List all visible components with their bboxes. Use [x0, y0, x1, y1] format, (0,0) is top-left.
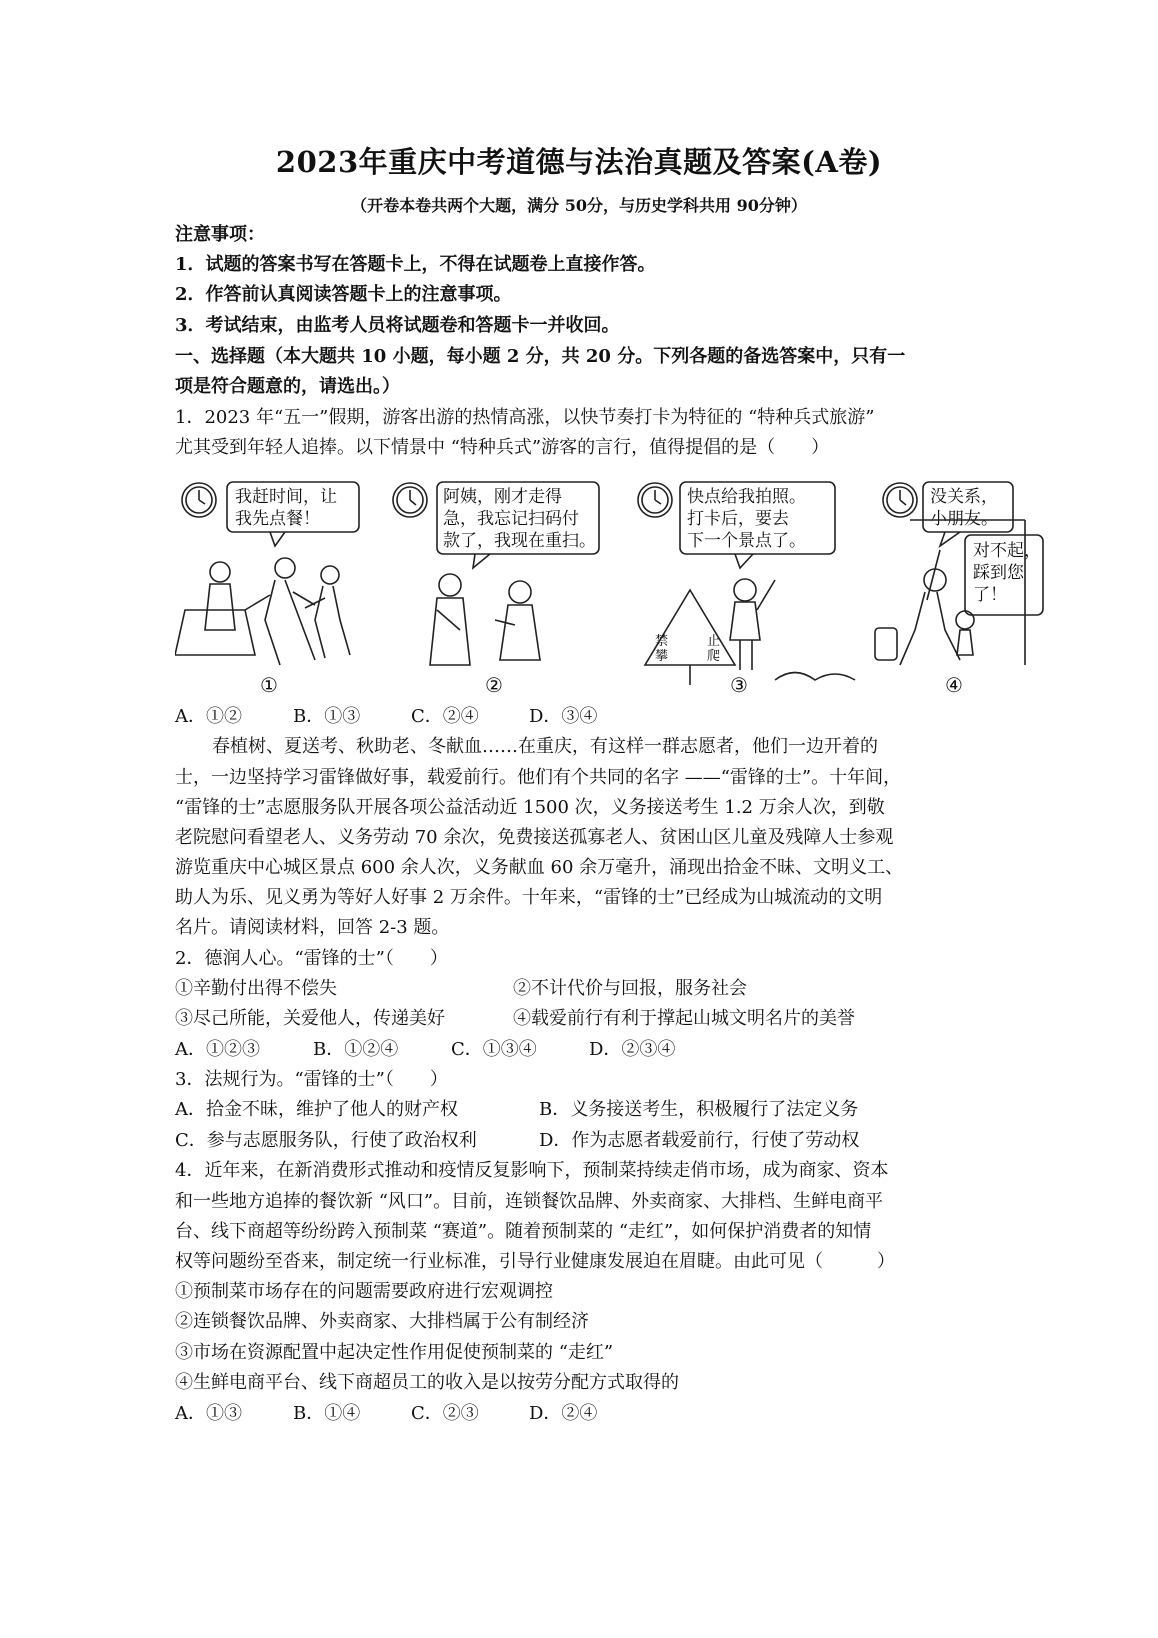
panel-1	[175, 482, 359, 697]
option-a[interactable]: A．拾金不昧，维护了他人的财产权	[175, 1099, 458, 1120]
material-paragraph: 老院慰问看望老人、义务劳动 70 余次，免费接送孤寡老人、贫困山区儿童及残障人士参观	[175, 827, 894, 848]
bubble-line: 急，我忘记扫码付	[443, 509, 579, 529]
option-b[interactable]: B．①③	[293, 706, 361, 727]
people-figures	[730, 579, 855, 680]
material-paragraph: 名片。请阅读材料，回答 2-3 题。	[175, 917, 450, 938]
question-4-stem: 权等问题纷至沓来，制定统一行业标准，引导行业健康发展迫在眉睫。由此可见（ ）	[175, 1251, 895, 1272]
page-subtitle: （开卷本卷共两个大题，满分 50分，与历史学科共用 90分钟）	[351, 196, 807, 215]
people-figures	[875, 550, 974, 665]
bubble-line: 没关系，	[930, 487, 998, 507]
clock-icon	[883, 483, 917, 517]
question-2-options	[175, 1035, 995, 1061]
clock-icon	[393, 483, 427, 517]
question-2-items-row	[175, 974, 995, 1000]
bubble-line: 对不起，	[973, 541, 1041, 561]
bubble-line: 我先点餐！	[235, 509, 320, 529]
bubble-line: 下一个景点了。	[687, 531, 806, 551]
question-1-options	[175, 702, 995, 728]
material-paragraph: 春植树、夏送考、秋助老、冬献血……在重庆，有这样一群志愿者，他们一边开着的	[212, 736, 878, 757]
sign-char: 禁	[655, 634, 669, 649]
option-d[interactable]: D．②③④	[589, 1039, 676, 1060]
people-figures	[430, 574, 540, 665]
speech-bubble-tail	[270, 532, 285, 546]
option-c[interactable]: C．①③④	[451, 1039, 537, 1060]
question-2-items-row	[175, 1004, 995, 1030]
panel-4	[875, 482, 1043, 697]
material-paragraph: 游览重庆中心城区景点 600 余人次，义务献血 60 余万毫升，涌现出拾金不昧、文明义工、	[175, 857, 904, 878]
option-c[interactable]: C．②③	[411, 1403, 479, 1424]
statement-item: ②不计代价与回报，服务社会	[513, 978, 747, 999]
panel-3	[638, 482, 855, 697]
sign-char: 止	[707, 634, 721, 649]
panel-number: ①	[260, 673, 278, 697]
material-paragraph: 助人为乐、见义勇为等好人好事 2 万余件。十年来，“雷锋的士”已经成为山城流动的文明	[175, 887, 883, 908]
statement-item: ③市场在资源配置中起决定性作用促使预制菜的 “走红”	[175, 1342, 614, 1363]
option-c[interactable]: C．参与志愿服务队，行使了政治权利	[175, 1130, 477, 1151]
question-3-options-row	[175, 1126, 995, 1152]
question-4-stem: 4．近年来，在新消费形式推动和疫情反复影响下，预制菜持续走俏市场，成为商家、资本	[175, 1160, 889, 1181]
statement-item: ④载爱前行有利于撑起山城文明名片的美誉	[513, 1008, 855, 1029]
section-heading-cont: 项是符合题意的，请选出。）	[175, 376, 400, 397]
option-d[interactable]: D．作为志愿者载爱前行，行使了劳动权	[539, 1130, 860, 1151]
material-paragraph: 士，一边坚持学习雷锋做好事，载爱前行。他们有个共同的名字 ——“雷锋的士”。十年间，	[175, 767, 902, 788]
option-d[interactable]: D．②④	[529, 1403, 598, 1424]
panel-number: ④	[945, 673, 963, 697]
panel-number: ②	[485, 673, 503, 697]
bubble-line: 小朋友。	[930, 509, 998, 529]
question-4-stem: 台、线下商超等纷纷跨入预制菜 “赛道”。随着预制菜的 “走红”，如何保护消费者的知情	[175, 1221, 872, 1242]
option-a[interactable]: A．①②③	[175, 1039, 260, 1060]
clock-icon	[182, 483, 216, 517]
speech-bubble-tail	[473, 554, 490, 568]
statement-item: ④生鲜电商平台、线下商超员工的收入是以按劳分配方式取得的	[175, 1372, 679, 1393]
bubble-line: 快点给我拍照。	[687, 487, 806, 507]
speech-bubble-tail	[735, 554, 753, 568]
panel-number: ③	[730, 673, 748, 697]
option-a[interactable]: A．①②	[175, 706, 242, 727]
question-1-stem-cont: 尤其受到年轻人追捧。以下情景中 “特种兵式”游客的言行，值得提倡的是（ ）	[175, 437, 830, 458]
notes-heading: 注意事项：	[175, 224, 265, 245]
statement-item: ①预制菜市场存在的问题需要政府进行宏观调控	[175, 1281, 553, 1302]
section-heading: 一、选择题（本大题共 10 小题，每小题 2 分，共 20 分。下列各题的备选答案中，只有一	[175, 346, 906, 367]
bubble-line: 踩到您	[973, 563, 1024, 583]
question-3-options-row	[175, 1095, 995, 1121]
people-figures	[175, 558, 350, 665]
note-item: 3．考试结束，由监考人员将试题卷和答题卡一并收回。	[175, 315, 620, 336]
question-1-stem: 1．2023 年“五一”假期，游客出游的热情高涨，以快节奏打卡为特征的 “特种兵式旅游”	[175, 407, 875, 428]
statement-item: ①辛勤付出得不偿失	[175, 978, 337, 999]
statement-item: ②连锁餐饮品牌、外卖商家、大排档属于公有制经济	[175, 1311, 589, 1332]
question-3-stem: 3．法规行为。“雷锋的士”（ ）	[175, 1069, 448, 1090]
option-d[interactable]: D．③④	[529, 706, 598, 727]
note-item: 2．作答前认真阅读答题卡上的注意事项。	[175, 284, 512, 305]
speech-bubble-tail	[940, 532, 960, 546]
sign-char: 攀	[655, 649, 669, 664]
option-c[interactable]: C．②④	[411, 706, 479, 727]
bubble-line: 了！	[973, 585, 1007, 605]
question-4-stem: 和一些地方追捧的餐饮新 “风口”。目前，连锁餐饮品牌、外卖商家、大排档、生鲜电商平	[175, 1191, 884, 1212]
suitcase-icon	[875, 628, 897, 660]
option-b[interactable]: B．义务接送考生，积极履行了法定义务	[539, 1099, 859, 1120]
option-b[interactable]: B．①②④	[313, 1039, 399, 1060]
material-paragraph: “雷锋的士”志愿服务队开展各项公益活动近 1500 次，义务接送考生 1.2 万余人次，到敬	[175, 797, 885, 818]
option-b[interactable]: B．①④	[293, 1403, 361, 1424]
bubble-line: 阿姨，刚才走得	[443, 487, 562, 507]
statement-item: ③尽己所能，关爱他人，传递美好	[175, 1008, 445, 1029]
question-4-options	[175, 1399, 995, 1425]
note-item: 1．试题的答案书写在答题卡上，不得在试题卷上直接作答。	[175, 254, 656, 275]
clock-icon	[638, 483, 672, 517]
panel-2	[393, 482, 599, 697]
bubble-line: 我赶时间，让	[235, 487, 337, 507]
bubble-line: 打卡后，要去	[687, 509, 789, 529]
bubble-line: 款了，我现在重扫。	[443, 531, 596, 551]
warning-sign-icon	[645, 590, 735, 685]
question-1-illustration	[175, 480, 1095, 705]
option-a[interactable]: A．①③	[175, 1403, 242, 1424]
sign-char: 爬	[707, 649, 721, 664]
question-2-stem: 2．德润人心。“雷锋的士”（ ）	[175, 948, 448, 969]
page-title: 2023年重庆中考道德与法治真题及答案(A卷)	[275, 145, 883, 179]
